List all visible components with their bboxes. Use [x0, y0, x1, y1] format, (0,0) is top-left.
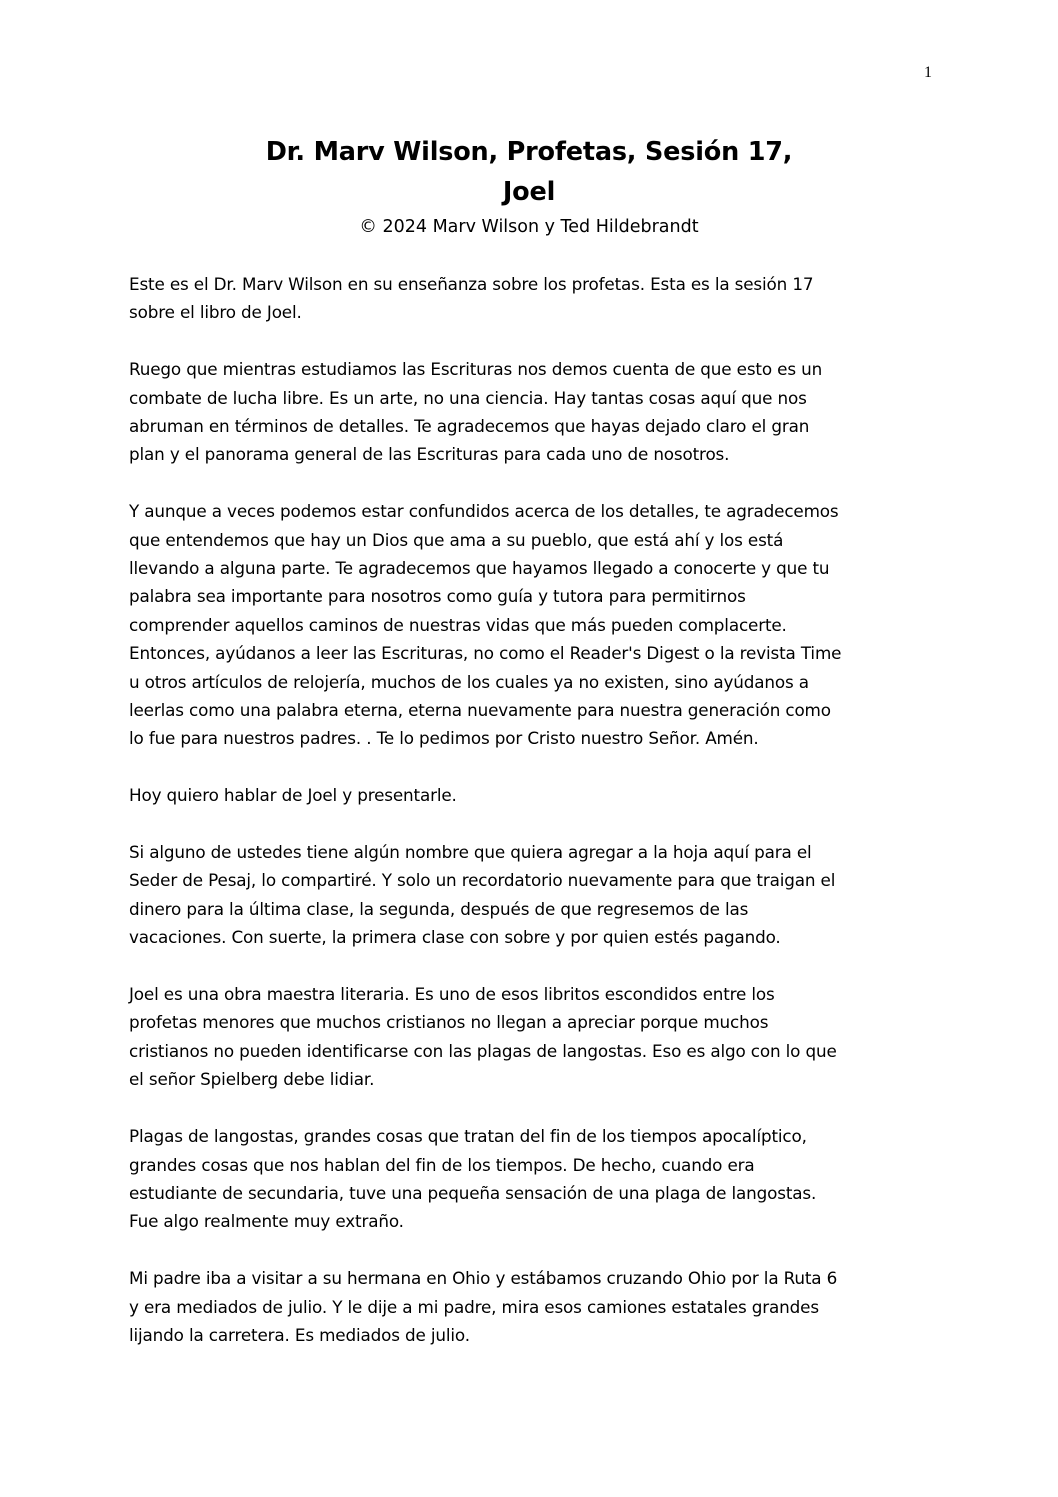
paragraph-line: Joel es una obra maestra literaria. Es uno de esos libritos escondidos entre los: [129, 984, 775, 1005]
paragraph-line: combate de lucha libre. Es un arte, no una ciencia. Hay tantas cosas aquí que nos: [129, 387, 807, 408]
paragraph: [129, 355, 931, 469]
paragraph-line: leerlas como una palabra eterna, eterna nuevamente para nuestra generación como: [129, 700, 831, 721]
title-line-1: Dr. Marv Wilson, Profetas, Sesión 17,: [265, 137, 793, 167]
paragraph-line: estudiante de secundaria, tuve una pequeña sensación de una plaga de langostas.: [129, 1182, 817, 1203]
paragraph: [129, 1264, 931, 1349]
document-header: [0, 132, 1058, 240]
paragraph: [129, 1122, 931, 1236]
copyright-notice: © 2024 Marv Wilson y Ted Hildebrandt: [359, 217, 699, 237]
paragraph-line: abruman en términos de detalles. Te agradecemos que hayas dejado claro el gran: [129, 416, 810, 437]
title-line-2: Joel: [502, 177, 556, 207]
paragraph-line: lijando la carretera. Es mediados de julio.: [129, 1324, 470, 1345]
paragraph-line: cristianos no pueden identificarse con las plagas de langostas. Eso es algo con lo que: [129, 1040, 837, 1061]
paragraph-line: Mi padre iba a visitar a su hermana en Ohio y estábamos cruzando Ohio por la Ruta 6: [129, 1268, 838, 1289]
paragraph-line: plan y el panorama general de las Escrituras para cada uno de nosotros.: [129, 444, 730, 465]
paragraph: [129, 270, 931, 327]
paragraph-line: comprender aquellos caminos de nuestras vidas que más pueden complacerte.: [129, 614, 787, 635]
paragraph-line: Y aunque a veces podemos estar confundidos acerca de los detalles, te agradecemos: [129, 501, 839, 522]
document-title: [0, 132, 1058, 212]
paragraph-line: Ruego que mientras estudiamos las Escrituras nos demos cuenta de que esto es un: [129, 359, 823, 380]
paragraph-line: y era mediados de julio. Y le dije a mi padre, mira esos camiones estatales grandes: [129, 1296, 819, 1317]
paragraph: [129, 497, 931, 753]
paragraph-line: lo fue para nuestros padres. . Te lo pedimos por Cristo nuestro Señor. Amén.: [129, 728, 759, 749]
paragraph-line: grandes cosas que nos hablan del fin de los tiempos. De hecho, cuando era: [129, 1154, 755, 1175]
paragraph-line: Fue algo realmente muy extraño.: [129, 1211, 404, 1232]
document-body: [129, 270, 931, 1378]
paragraph-line: profetas menores que muchos cristianos no llegan a apreciar porque muchos: [129, 1012, 769, 1033]
paragraph: [129, 838, 931, 952]
paragraph-line: sobre el libro de Joel.: [129, 302, 302, 323]
paragraph-line: que entendemos que hay un Dios que ama a su pueblo, que está ahí y los está: [129, 529, 784, 550]
paragraph-line: dinero para la última clase, la segunda, después de que regresemos de las: [129, 898, 749, 919]
paragraph-line: Entonces, ayúdanos a leer las Escrituras, no como el Reader's Digest o la revista Time: [129, 643, 842, 664]
paragraph-line: el señor Spielberg debe lidiar.: [129, 1069, 375, 1090]
page-number: 1: [924, 64, 932, 81]
paragraph-line: vacaciones. Con suerte, la primera clase con sobre y por quien estés pagando.: [129, 927, 781, 948]
paragraph-line: llevando a alguna parte. Te agradecemos que hayamos llegado a conocerte y que tu: [129, 558, 830, 579]
paragraph-line: Si alguno de ustedes tiene algún nombre que quiera agregar a la hoja aquí para el: [129, 842, 812, 863]
paragraph-line: Plagas de langostas, grandes cosas que tratan del fin de los tiempos apocalíptico,: [129, 1126, 807, 1147]
paragraph-line: Este es el Dr. Marv Wilson en su enseñanza sobre los profetas. Esta es la sesión 17: [129, 274, 814, 294]
paragraph-line: Hoy quiero hablar de Joel y presentarle.: [129, 785, 457, 806]
paragraph: [129, 980, 931, 1094]
paragraph-line: Seder de Pesaj, lo compartiré. Y solo un recordatorio nuevamente para que traigan el: [129, 870, 836, 891]
paragraph-line: u otros artículos de relojería, muchos de los cuales ya no existen, sino ayúdanos a: [129, 671, 809, 692]
paragraph: [129, 781, 931, 809]
paragraph-line: palabra sea importante para nosotros como guía y tutora para permitirnos: [129, 586, 746, 607]
